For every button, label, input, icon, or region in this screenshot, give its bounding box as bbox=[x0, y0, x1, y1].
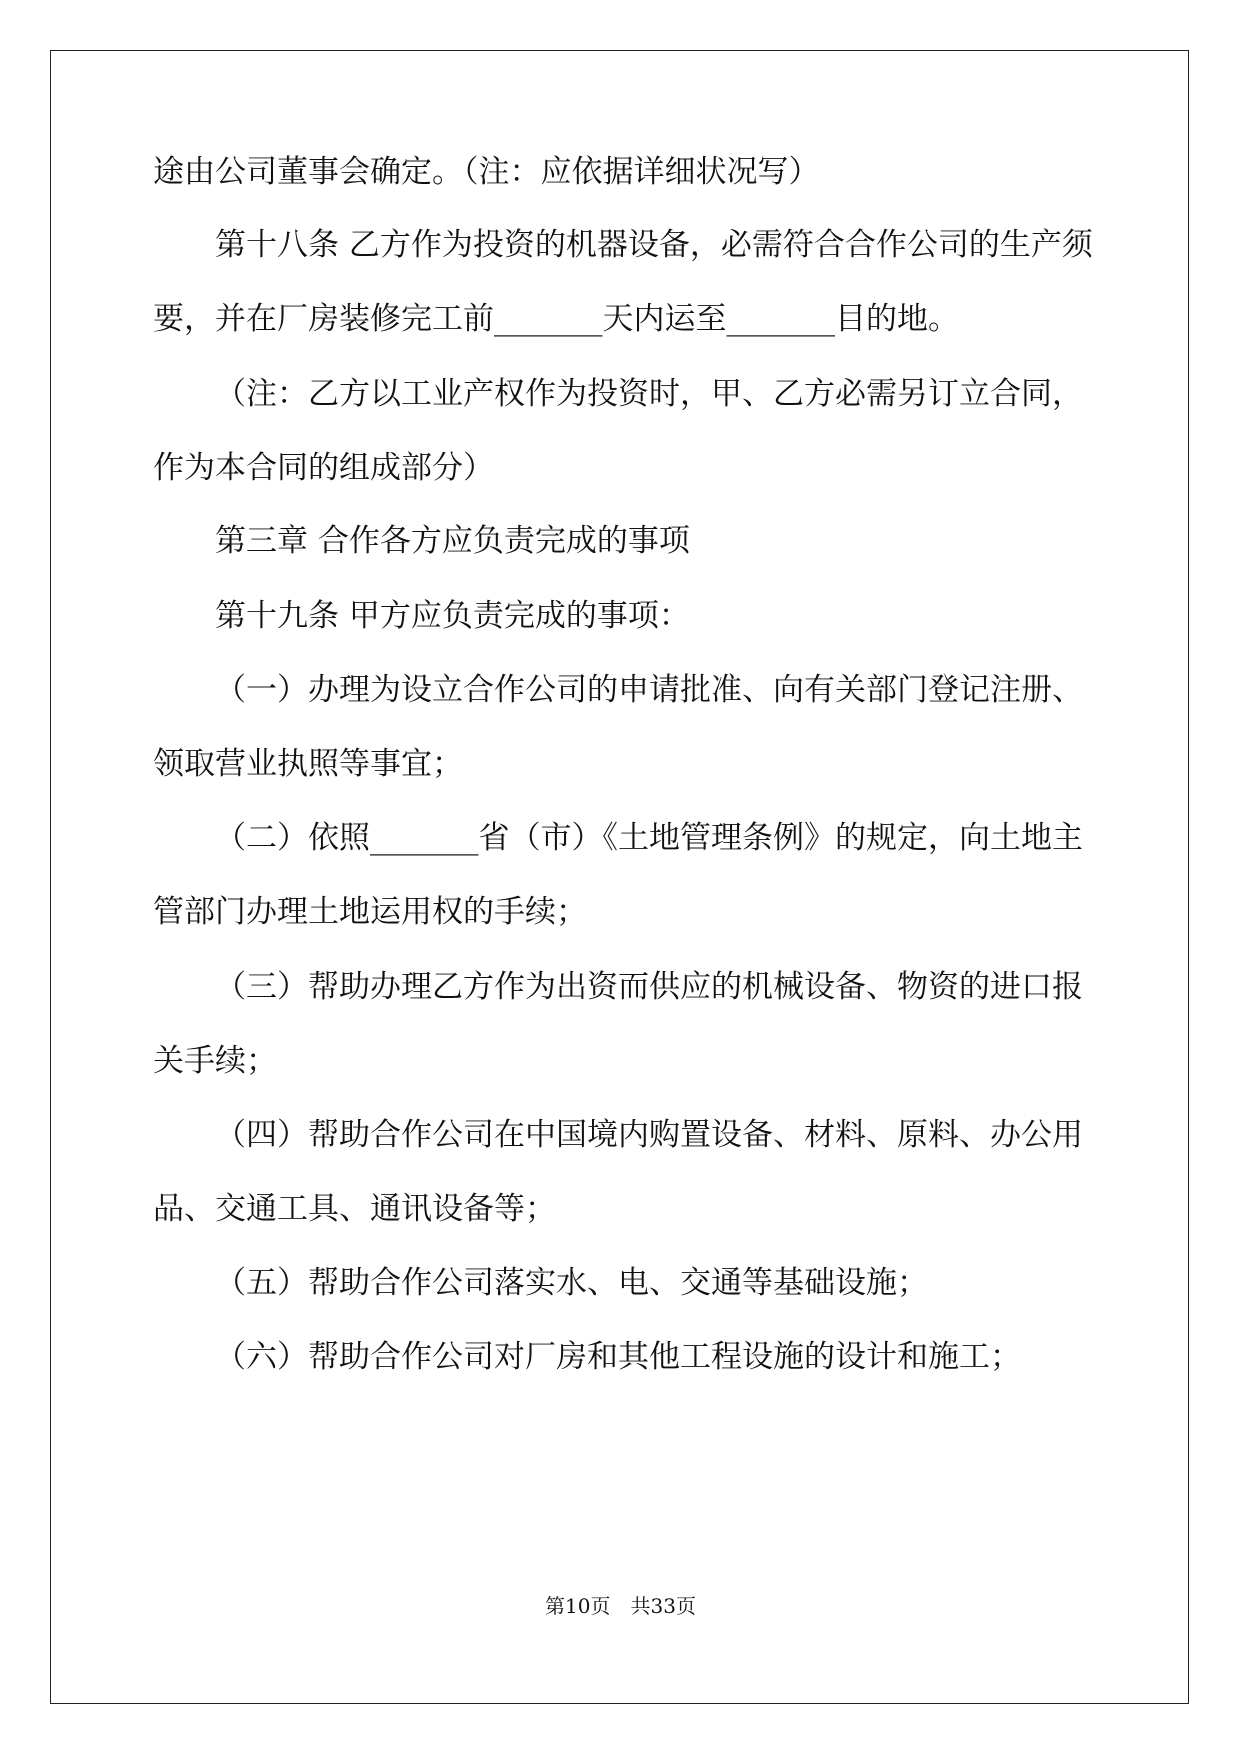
chapter-heading: 第三章 合作各方应负责完成的事项 bbox=[215, 523, 690, 559]
text-line-2: 第十八条 乙方作为投资的机器设备，必需符合合作公司的生产须 bbox=[215, 227, 1093, 263]
text-line-13: 关手续； bbox=[153, 1043, 277, 1079]
text-line-16: （五）帮助合作公司落实水、电、交通等基础设施； bbox=[215, 1265, 928, 1301]
text-line-1: 途由公司董事会确定。（注：应依据详细状况写） bbox=[153, 154, 820, 190]
text-line-4: （注：乙方以工业产权作为投资时，甲、乙方必需另订立合同， bbox=[215, 376, 1083, 412]
text-line-12: （三）帮助办理乙方作为出资而供应的机械设备、物资的进口报 bbox=[215, 969, 1083, 1005]
text-line-3: 要，并在厂房装修完工前_______天内运至_______目的地。 bbox=[153, 301, 959, 337]
text-line-14: （四）帮助合作公司在中国境内购置设备、材料、原料、办公用 bbox=[215, 1117, 1083, 1153]
page-number-footer: 第10页 共33页 bbox=[545, 1594, 696, 1618]
text-line-8: （一）办理为设立合作公司的申请批准、向有关部门登记注册、 bbox=[215, 672, 1083, 708]
text-line-10: （二）依照_______省（市）《土地管理条例》的规定，向土地主 bbox=[215, 820, 1083, 856]
text-line-17: （六）帮助合作公司对厂房和其他工程设施的设计和施工； bbox=[215, 1339, 1021, 1375]
text-line-15: 品、交通工具、通讯设备等； bbox=[153, 1191, 556, 1227]
text-line-9: 领取营业执照等事宜； bbox=[153, 746, 463, 782]
text-line-7: 第十九条 甲方应负责完成的事项： bbox=[215, 598, 690, 634]
text-line-5: 作为本合同的组成部分） bbox=[153, 450, 494, 486]
text-line-11: 管部门办理土地运用权的手续； bbox=[153, 894, 587, 930]
